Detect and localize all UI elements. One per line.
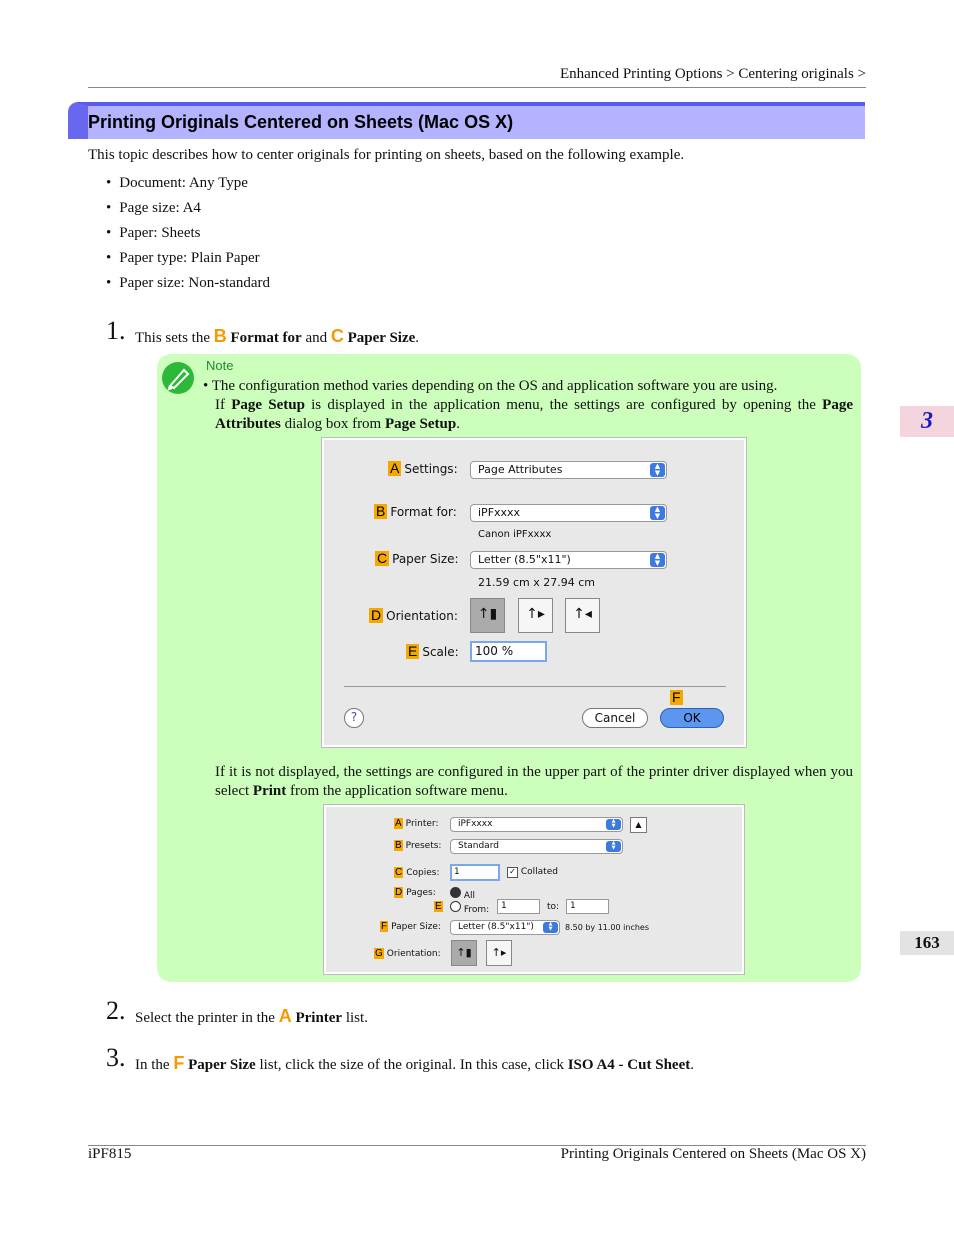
callout-key: B bbox=[213, 326, 227, 346]
footer-model: iPF815 bbox=[88, 1146, 132, 1162]
pencil-note-icon bbox=[162, 362, 194, 394]
paper-size-sub: 21.59 cm x 27.94 cm bbox=[478, 576, 596, 589]
step-number: 3. bbox=[106, 1043, 126, 1072]
format-for-select[interactable]: iPFxxxx ▲ ▼ bbox=[470, 504, 667, 522]
from-label: From: bbox=[463, 905, 490, 915]
collated-label: Collated bbox=[520, 867, 558, 877]
settings-label: Settings: bbox=[404, 462, 458, 476]
note-label: Note bbox=[206, 358, 234, 373]
breadcrumb: Enhanced Printing Options > Centering originals > bbox=[559, 66, 866, 82]
list-item: • Paper type: Plain Paper bbox=[106, 248, 270, 273]
all-radio[interactable] bbox=[450, 887, 461, 898]
page-attributes-dialog: A Settings: Page Attributes ▲ ▼ B Format for: iPFxxxx ▲ ▼ Canon iPFxxxx C Paper Size: Letter (8.5"x11") ▲ ▼ 21.59 cm x 27.94 cm D Orientation: ↑▮ ↑▸ ↑◂ E Scale: 100 % ? Cancel F OK bbox=[322, 438, 746, 747]
orientation-label: Orientation: bbox=[386, 609, 458, 623]
intro-text: This topic describes how to center originals for printing on sheets, based on the following example. bbox=[88, 147, 685, 163]
format-label: Format for: bbox=[390, 505, 457, 519]
callout-key: A bbox=[278, 1006, 292, 1026]
chevron-updown-icon: ▲ ▼ bbox=[650, 553, 665, 567]
from-input[interactable]: 1 bbox=[497, 899, 540, 914]
note-text-2: If it is not displayed, the settings are configured in the upper part of the printer driver displayed when you select Print from the application software menu. bbox=[215, 764, 853, 799]
scale-input[interactable]: 100 % bbox=[470, 641, 547, 662]
printer-select[interactable]: iPFxxxx ▲ ▼ bbox=[450, 817, 623, 832]
chapter-tab[interactable]: 3 bbox=[900, 406, 954, 437]
paper-size-label: Paper Size: bbox=[391, 922, 441, 932]
scale-label: Scale: bbox=[422, 645, 459, 659]
paper-size-select[interactable]: Letter (8.5"x11") ▲ ▼ bbox=[450, 920, 560, 935]
step-text: In the F Paper Size list, click the size of the original. In this case, click ISO A4 - Cut Sheet. bbox=[135, 1053, 694, 1073]
step-number: 2. bbox=[106, 996, 126, 1025]
header-rule bbox=[88, 87, 866, 88]
step-text: This sets the B Format for and C Paper Size. bbox=[135, 326, 420, 346]
step-1 bbox=[106, 316, 420, 346]
printer-label: Printer: bbox=[405, 819, 439, 829]
portrait-orientation-icon[interactable]: ↑▮ bbox=[451, 940, 477, 966]
presets-select[interactable]: Standard ▲ ▼ bbox=[450, 839, 623, 854]
landscape-orientation-icon[interactable]: ↑▸ bbox=[518, 598, 553, 633]
step-3 bbox=[106, 1043, 694, 1073]
format-sub: Canon iPFxxxx bbox=[478, 529, 552, 540]
chevron-updown-icon: ▲ ▼ bbox=[606, 819, 621, 830]
note-text: • The configuration method varies depending on the OS and application software you are using. If Page Setup is displayed in the application menu, the settings are configured by opening the Page Attributes dialog box from Page Setup. bbox=[203, 378, 853, 432]
portrait-orientation-icon[interactable]: ↑▮ bbox=[470, 598, 505, 633]
paper-size-sub: 8.50 by 11.00 inches bbox=[565, 923, 650, 932]
paper-size-select[interactable]: Letter (8.5"x11") ▲ ▼ bbox=[470, 551, 667, 569]
cancel-button[interactable]: Cancel bbox=[582, 708, 648, 728]
copies-input[interactable]: 1 bbox=[450, 864, 500, 881]
step-number: 1. bbox=[106, 316, 126, 345]
print-dialog: A Printer: iPFxxxx ▲ ▼ ▲ B Presets: Standard ▲ ▼ C Copies: 1 ✓ Collated D Pages: All E From: 1 to: 1 F Paper Size: Letter (8.5"x11") ▲ ▼ 8.50 by 11.00 inches G Orientation: ↑▮ ↑▸ bbox=[324, 805, 744, 974]
page-number-tab: 163 bbox=[900, 931, 954, 955]
disclosure-triangle-icon[interactable]: ▲ bbox=[630, 817, 647, 833]
example-list bbox=[106, 173, 270, 298]
chevron-updown-icon: ▲ ▼ bbox=[543, 922, 558, 933]
landscape-reverse-orientation-icon[interactable]: ↑◂ bbox=[565, 598, 600, 633]
help-icon[interactable]: ? bbox=[344, 708, 364, 728]
chevron-updown-icon: ▲ ▼ bbox=[650, 463, 665, 477]
to-label: to: bbox=[547, 902, 560, 912]
from-radio[interactable] bbox=[450, 901, 461, 912]
footer-title: Printing Originals Centered on Sheets (Mac OS X) bbox=[560, 1146, 866, 1162]
chevron-updown-icon: ▲ ▼ bbox=[606, 841, 621, 852]
section-title: Printing Originals Centered on Sheets (Mac OS X) bbox=[88, 112, 514, 132]
settings-select[interactable]: Page Attributes ▲ ▼ bbox=[470, 461, 667, 479]
orientation-label: Orientation: bbox=[386, 949, 441, 959]
callout-key: F bbox=[173, 1053, 185, 1073]
step-text: Select the printer in the A Printer list. bbox=[135, 1006, 368, 1026]
step-2 bbox=[106, 996, 368, 1026]
ok-button[interactable]: OK bbox=[660, 708, 724, 728]
to-input[interactable]: 1 bbox=[566, 899, 609, 914]
list-item: • Page size: A4 bbox=[106, 198, 270, 223]
callout-key: C bbox=[330, 326, 344, 346]
pages-label: Pages: bbox=[406, 888, 436, 898]
chevron-updown-icon: ▲ ▼ bbox=[650, 506, 665, 520]
presets-label: Presets: bbox=[405, 841, 442, 851]
list-item: • Document: Any Type bbox=[106, 173, 270, 198]
dialog-divider bbox=[344, 686, 726, 687]
list-item: • Paper size: Non-standard bbox=[106, 273, 270, 298]
collated-checkbox[interactable]: ✓ bbox=[507, 867, 518, 878]
copies-label: Copies: bbox=[406, 868, 440, 878]
landscape-orientation-icon[interactable]: ↑▸ bbox=[486, 940, 512, 966]
paper-size-label: Paper Size: bbox=[392, 552, 459, 566]
list-item: • Paper: Sheets bbox=[106, 223, 270, 248]
all-label: All bbox=[463, 891, 476, 901]
